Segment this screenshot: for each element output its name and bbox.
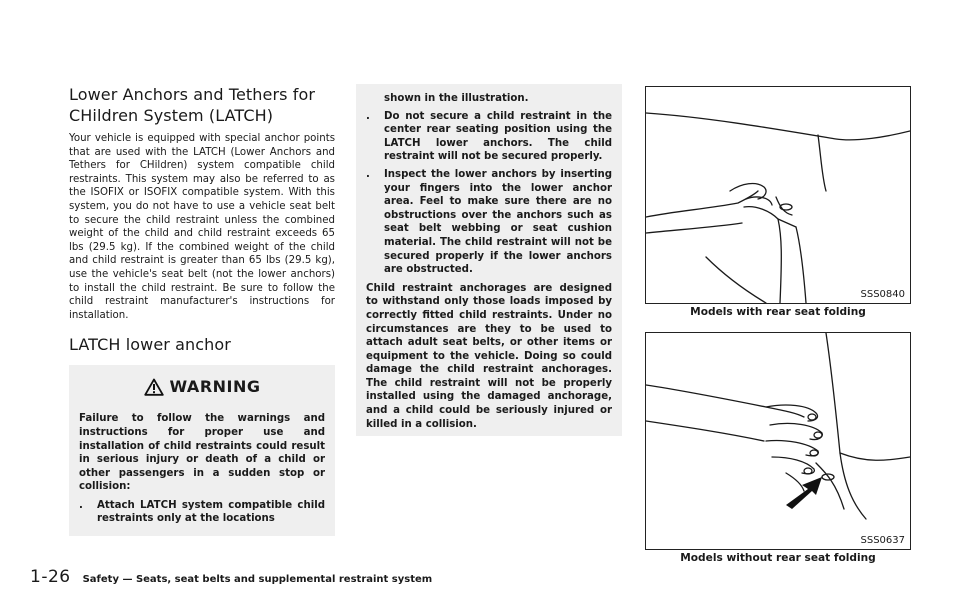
anchorage-paragraph: Child restraint anchorages are designed to withstand only those loads imposed by correctly fitted child restraints. Under no circumstances are they to be used to attach adult seat belts, or other items or equipment to the vehicle. Doing so could damage the child restraint anchorages. The child restraint will not be properly installed using the damaged anchorage, and a child could be seriously injured or killed in a collision. [366, 282, 612, 430]
bullet-marker: . [366, 168, 370, 180]
warning-bullet-2 [366, 110, 612, 164]
figure-code: SSS0637 [860, 535, 905, 546]
bullet-marker: . [79, 499, 83, 511]
figure-rear-seat-folding [645, 86, 911, 304]
warning-label: WARNING [169, 377, 261, 397]
warning-box [69, 365, 335, 536]
page-number: 1-26 [30, 567, 71, 587]
figure-code: SSS0840 [860, 289, 905, 300]
latch-subheading: LATCH lower anchor [69, 335, 231, 355]
arrow-icon [786, 477, 822, 509]
right-column [645, 86, 911, 564]
section-title: Lower Anchors and Tethers for CHildren System (LATCH) [69, 85, 316, 125]
warning-lead: Failure to follow the warnings and instructions for proper use and installation of child restraints could result in serious injury or death of a child or other passengers in a sudden stop or collision: [79, 413, 325, 493]
middle-column [356, 84, 622, 436]
bullet-text: Attach LATCH system compatible child restraints only at the locations [97, 499, 325, 525]
bullet-1-continued: shown in the illustration. [384, 93, 529, 104]
footer-title: Safety — Seats, seat belts and supplemental restraint system [82, 574, 433, 585]
left-column [69, 84, 335, 536]
bullet-marker: . [366, 110, 370, 122]
intro-paragraph: Your vehicle is equipped with special anchor points that are used with the LATCH (Lower Anchors and Tethers for CHildren) system compatible child restraints. This system may also be referred to as the ISOFIX or ISOFIX compatible system. With this system, you do not have to use a vehicle seat belt to secure the child restraint unless the combined weight of the child and child restraint exceeds 65 lbs (29.5 kg). If the combined weight of the child and child restraint is greater than 65 lbs (29.5 kg), use the vehicle's seat belt (not the lower anchors) to install the child restraint. Be sure to follow the child restraint manufacturer's instructions for installation. [69, 133, 335, 321]
page-footer [30, 567, 432, 587]
warning-bullet-3 [366, 168, 612, 277]
warning-box-continued [356, 84, 622, 436]
warning-header [79, 377, 325, 396]
warning-bullet-1 [79, 499, 325, 526]
figure-rear-seat-no-folding [645, 332, 911, 550]
bullet-text: Inspect the lower anchors by inserting your fingers into the lower anchor area. Feel to make sure there are no obstructions over the anchors such as seat belt webbing or seat cushion material. The child restraint will not be secured properly if the lower anchors are obstructed. [384, 168, 612, 276]
figure-caption: Models with rear seat folding [690, 306, 866, 318]
illustration-seat-folding [646, 87, 910, 303]
warning-triangle-icon [144, 378, 164, 396]
illustration-seat-no-folding [646, 333, 910, 549]
bullet-text: Do not secure a child restraint in the center rear seating position using the LATCH lower anchors. The child restraint will not be secured properly. [384, 110, 612, 163]
figure-caption: Models without rear seat folding [680, 552, 876, 564]
